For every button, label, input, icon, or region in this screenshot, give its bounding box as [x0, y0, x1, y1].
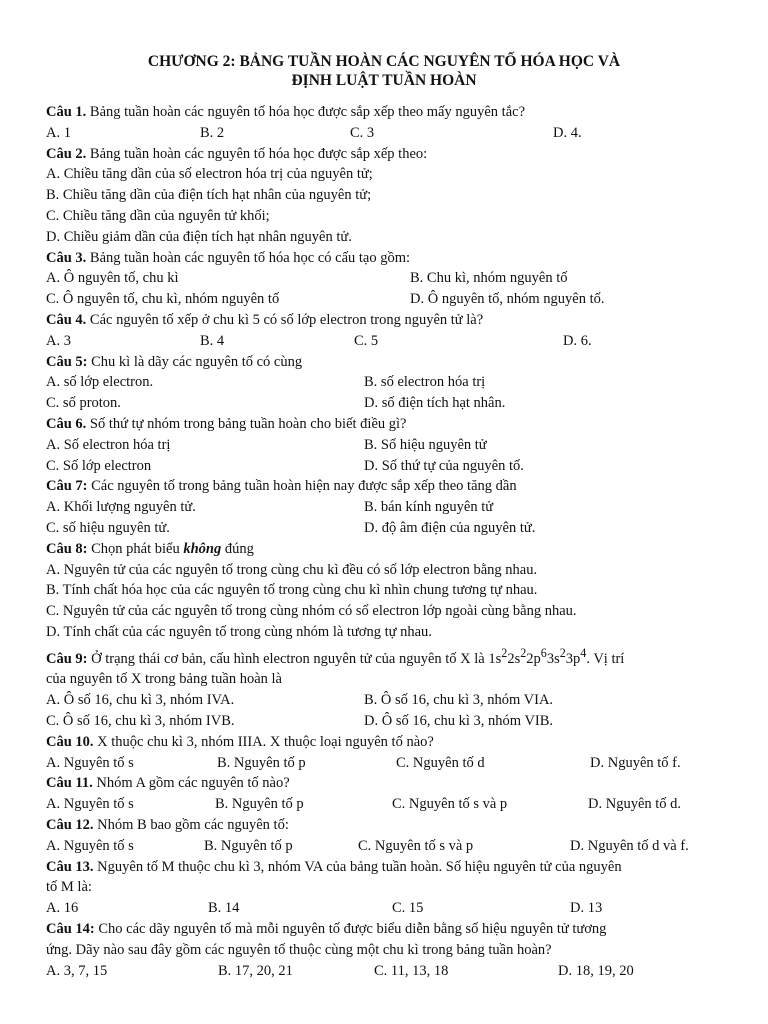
- option-b: B. Chu kì, nhóm nguyên tố: [410, 270, 568, 287]
- option-b: B. Nguyên tố p: [217, 754, 306, 771]
- option-c: C. Nguyên tử của các nguyên tố trong cùng nhóm có số electron lớp ngoài cùng bằng nhau.: [46, 603, 577, 620]
- option-d: D. 18, 19, 20: [558, 962, 634, 979]
- option-d: D. Tính chất của các nguyên tố trong cùng nhóm là tương tự nhau.: [46, 623, 432, 640]
- question-number: Câu 2.: [46, 145, 87, 162]
- option-c: C. 5: [354, 332, 379, 349]
- question-number: Câu 7:: [46, 478, 88, 495]
- question-number: Câu 4.: [46, 311, 87, 328]
- question-1: [46, 102, 722, 144]
- question-text: Chọn phát biểu: [87, 540, 184, 557]
- question-stem: [46, 919, 722, 940]
- option-b: B. 17, 20, 21: [218, 962, 293, 979]
- question-stem: [46, 732, 722, 753]
- question-stem: [46, 144, 722, 165]
- question-number: Câu 6.: [46, 415, 87, 432]
- question-text: Bảng tuần hoàn các nguyên tố hóa học được sắp xếp theo:: [86, 145, 428, 162]
- options-row: [46, 711, 722, 732]
- options-row: [46, 393, 722, 414]
- option-b: B. 14: [208, 900, 240, 917]
- options-row: [46, 794, 722, 815]
- option-c: C. Chiều tăng dần của nguyên tử khối;: [46, 207, 270, 224]
- question-text-line-2: ứng. Dãy nào sau đây gồm các nguyên tố thuộc cùng một chu kì trong bảng tuần hoàn?: [46, 941, 552, 958]
- chapter-title: [46, 52, 722, 90]
- question-text: Bảng tuần hoàn các nguyên tố hóa học được sắp xếp theo mấy nguyên tắc?: [86, 104, 525, 120]
- option-a: A. số lớp electron.: [46, 374, 154, 391]
- option-a: A. Ô nguyên tố, chu kì: [46, 270, 179, 287]
- question-number: Câu 8:: [46, 540, 88, 557]
- options-row: [46, 497, 722, 518]
- question-text: Ở trạng thái cơ bản, cấu hình electron nguyên tử của nguyên tố X là: [87, 650, 489, 667]
- option-d: D. 6.: [563, 332, 592, 349]
- option-d: D. Nguyên tố f.: [590, 754, 681, 771]
- question-10: [46, 732, 722, 774]
- option-c: C. số hiệu nguyên tử.: [46, 519, 170, 536]
- question-number: Câu 11.: [46, 775, 93, 792]
- option-a: A. 16: [46, 900, 79, 917]
- option-c: C. Ô số 16, chu kì 3, nhóm IVB.: [46, 712, 235, 729]
- option-d: D. độ âm điện của nguyên tử.: [364, 519, 536, 536]
- option-c: C. Ô nguyên tố, chu kì, nhóm nguyên tố: [46, 291, 280, 308]
- option-b: B. Nguyên tố p: [215, 796, 304, 813]
- question-6: [46, 414, 722, 476]
- question-stem: [46, 102, 722, 123]
- option-d: D. Chiều giảm dần của điện tích hạt nhân nguyên tử.: [46, 228, 352, 245]
- question-text: Các nguyên tố xếp ở chu kì 5 có số lớp electron trong nguyên tử là?: [86, 311, 484, 328]
- option-c: C. Nguyên tố s và p: [358, 837, 474, 854]
- title-line-2: ĐỊNH LUẬT TUẦN HOÀN: [291, 72, 477, 89]
- option-a: A. Nguyên tố s: [46, 754, 134, 771]
- question-text: Bảng tuần hoàn các nguyên tố hóa học có cấu tạo gồm:: [86, 249, 411, 266]
- option-d: D. Ô số 16, chu kì 3, nhóm VIB.: [364, 712, 554, 729]
- question-stem: [46, 310, 722, 331]
- electron-configuration: $1s^22s^22p^63s^23p^4$: [488, 645, 587, 667]
- question-stem: [46, 352, 722, 373]
- question-text: Nhóm A gồm các nguyên tố nào?: [92, 775, 290, 792]
- question-number: Câu 5:: [46, 353, 88, 370]
- question-stem: [46, 857, 722, 878]
- option-c: C. số proton.: [46, 395, 121, 412]
- question-number: Câu 9:: [46, 650, 88, 667]
- option-c: C. 11, 13, 18: [374, 962, 449, 979]
- option-b: B. Nguyên tố p: [204, 837, 293, 854]
- option-d: D. 4.: [553, 124, 582, 141]
- question-11: [46, 773, 722, 815]
- question-5: [46, 352, 722, 414]
- title-line-1: CHƯƠNG 2: BẢNG TUẦN HOÀN CÁC NGUYÊN TỐ HÓA HỌC VÀ: [147, 53, 621, 70]
- options-row: [46, 372, 722, 393]
- option-c: C. Số lớp electron: [46, 457, 152, 474]
- options-row: [46, 898, 722, 919]
- question-stem: [46, 414, 722, 435]
- question-number: Câu 10.: [46, 733, 94, 750]
- options-row: [46, 518, 722, 539]
- option-b: B. Số hiệu nguyên tử: [364, 436, 487, 453]
- question-number: Câu 3.: [46, 249, 87, 266]
- option-b: B. 2: [200, 124, 225, 141]
- option-a: A. Khối lượng nguyên tử.: [46, 499, 196, 516]
- options-list: [46, 164, 722, 247]
- question-text: X thuộc chu kì 3, nhóm IIIA. X thuộc loại nguyên tố nào?: [93, 733, 434, 750]
- question-stem: [46, 248, 722, 269]
- option-a: A. Nguyên tử của các nguyên tố trong cùng chu kì đều có số lớp electron bằng nhau.: [46, 561, 538, 578]
- option-b: B. Tính chất hóa học của các nguyên tố trong cùng chu kì nhìn chung tương tự nhau.: [46, 582, 538, 599]
- option-a: A. 3: [46, 332, 71, 349]
- question-number: Câu 1.: [46, 104, 87, 120]
- option-d: D. số điện tích hạt nhân.: [364, 395, 506, 412]
- option-a: A. Chiều tăng dần của số electron hóa trị của nguyên tử;: [46, 166, 373, 183]
- question-stem: [46, 476, 722, 497]
- question-12: [46, 815, 722, 857]
- option-d: D. Nguyên tố d.: [588, 796, 682, 813]
- option-d: D. Nguyên tố d và f.: [570, 837, 689, 854]
- question-2: [46, 144, 722, 248]
- options-row: [46, 961, 722, 982]
- option-a: A. Ô số 16, chu kì 3, nhóm IVA.: [46, 692, 235, 709]
- option-b: B. Chiều tăng dần của điện tích hạt nhân của nguyên tử;: [46, 187, 372, 204]
- question-text: Các nguyên tố trong bảng tuần hoàn hiện nay được sắp xếp theo tăng dần: [87, 478, 517, 495]
- question-3: [46, 248, 722, 310]
- emphasis-text: không: [183, 540, 222, 557]
- question-stem: [46, 643, 722, 670]
- option-a: A. Số electron hóa trị: [46, 436, 171, 453]
- question-4: [46, 310, 722, 352]
- options-row: [46, 836, 722, 857]
- option-a: A. Nguyên tố s: [46, 837, 134, 854]
- options-row: [46, 268, 722, 289]
- options-row: [46, 456, 722, 477]
- question-13: [46, 857, 722, 919]
- option-c: C. Nguyên tố s và p: [392, 796, 508, 813]
- question-text: Cho các dãy nguyên tố mà mỗi nguyên tố được biểu diễn bằng số hiệu nguyên tử tương: [94, 920, 607, 937]
- question-text-line-2: tố M là:: [46, 879, 92, 896]
- option-a: A. Nguyên tố s: [46, 796, 134, 813]
- option-b: B. số electron hóa trị: [364, 374, 486, 391]
- question-number: Câu 13.: [46, 858, 94, 875]
- options-row: [46, 435, 722, 456]
- question-number: Câu 14:: [46, 920, 95, 937]
- question-9: [46, 643, 722, 732]
- option-d: D. Ô nguyên tố, nhóm nguyên tố.: [410, 291, 605, 308]
- option-a: A. 1: [46, 124, 71, 141]
- question-text: Số thứ tự nhóm trong bảng tuần hoàn cho biết điều gì?: [86, 415, 407, 432]
- question-text-end: . Vị trí: [586, 650, 625, 667]
- options-row: [46, 331, 722, 352]
- options-list: [46, 560, 722, 643]
- question-text-line-2: của nguyên tố X trong bảng tuần hoàn là: [46, 671, 282, 688]
- question-14: [46, 919, 722, 981]
- question-text: Nhóm B bao gồm các nguyên tố:: [93, 816, 289, 833]
- question-8: [46, 539, 722, 643]
- question-number: Câu 12.: [46, 816, 94, 833]
- question-text-end: đúng: [221, 540, 254, 557]
- options-row: [46, 753, 722, 774]
- option-b: B. Ô số 16, chu kì 3, nhóm VIA.: [364, 692, 554, 709]
- question-stem: [46, 815, 722, 836]
- option-c: C. 3: [350, 124, 375, 141]
- option-d: D. 13: [570, 900, 603, 917]
- question-stem: [46, 773, 722, 794]
- option-b: B. bán kính nguyên tử: [364, 499, 494, 516]
- options-row: [46, 289, 722, 310]
- option-b: B. 4: [200, 332, 225, 349]
- options-row: [46, 690, 722, 711]
- question-text: Nguyên tố M thuộc chu kì 3, nhóm VA của bảng tuần hoàn. Số hiệu nguyên tử của nguyên: [93, 858, 622, 875]
- question-text: Chu kì là dãy các nguyên tố có cùng: [87, 353, 303, 370]
- options-row: [46, 123, 722, 144]
- option-a: A. 3, 7, 15: [46, 962, 108, 979]
- question-7: [46, 476, 722, 538]
- question-stem: [46, 539, 722, 560]
- option-c: C. Nguyên tố d: [396, 754, 485, 771]
- option-d: D. Số thứ tự của nguyên tố.: [364, 457, 524, 474]
- option-c: C. 15: [392, 900, 424, 917]
